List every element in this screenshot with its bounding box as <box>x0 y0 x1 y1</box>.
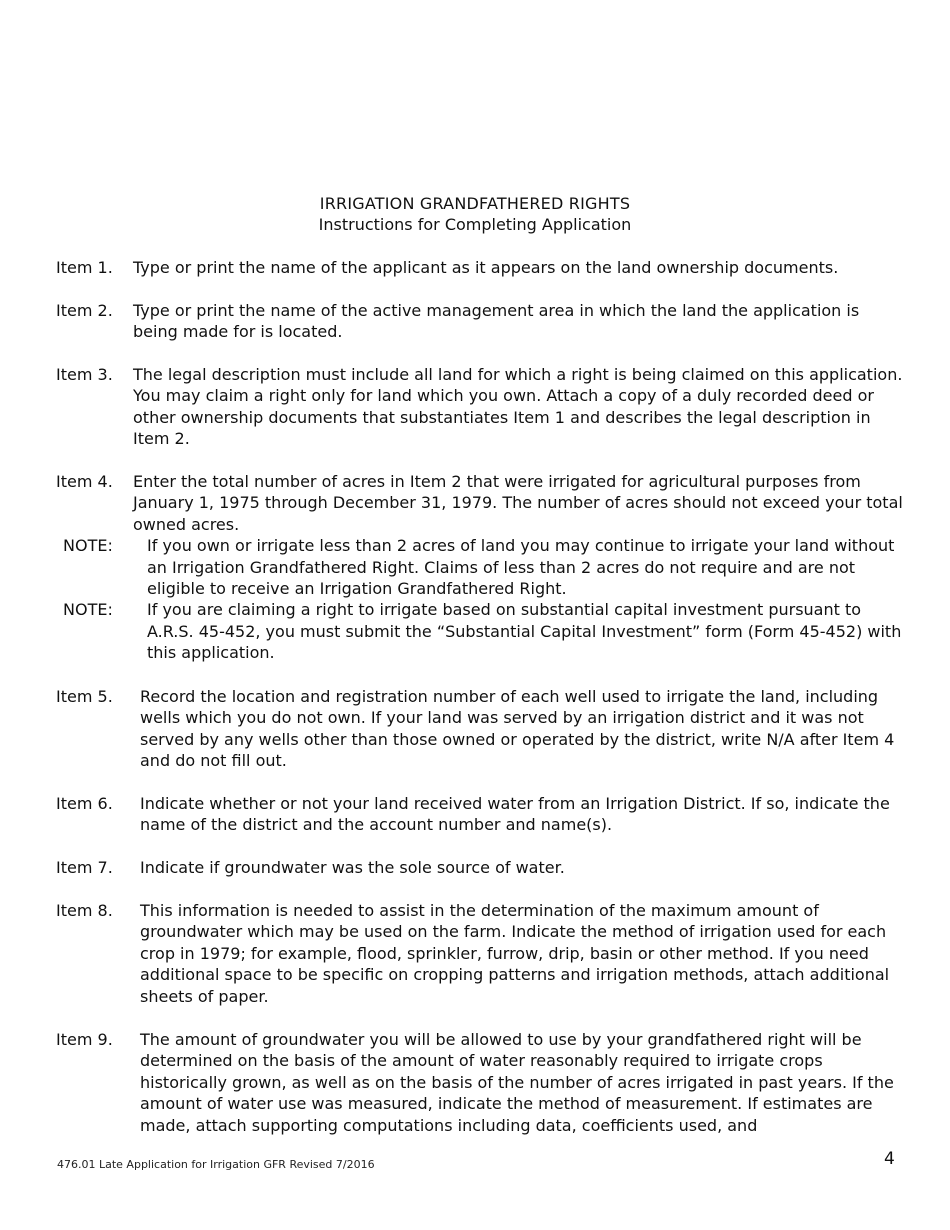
item-text: Enter the total number of acres in Item 2 that were irrigated for agricultural purposes from January 1, 1975 through December 31, 1979. The number of acres should not exceed your total owned acres. <box>133 472 903 534</box>
instruction-item-8 <box>56 900 906 1007</box>
instruction-item-7 <box>56 857 906 878</box>
item-text: Type or print the name of the active management area in which the land the application is being made for is located. <box>133 301 860 342</box>
form-footer: 476.01 Late Application for Irrigation GFR Revised 7/2016 <box>57 1158 375 1171</box>
note-block-1 <box>63 535 906 599</box>
instruction-item-5 <box>56 686 906 772</box>
item-text: Indicate whether or not your land received water from an Irrigation District. If so, indicate the name of the district and the account number and name(s). <box>140 794 890 835</box>
document-title: IRRIGATION GRANDFATHERED RIGHTS <box>319 194 631 213</box>
note-text: If you own or irrigate less than 2 acres of land you may continue to irrigate your land without an Irrigation Grandfathered Right. Claims of less than 2 acres do not require and are not eligible to receive an Irrigation Grandfathered Right. <box>147 536 895 599</box>
item-label: Item 5. <box>56 687 113 706</box>
item-label: Item 8. <box>56 901 113 920</box>
item-text: The amount of groundwater you will be allowed to use by your grandfathered right will be determined on the basis of the amount of water reasonably required to irrigate crops historically grown, as well as on the basis of the number of acres irrigated in past years. If the amount of water use was measured, indicate the method of measurement. If estimates are made, attach supporting computations including data, coefficients used, and <box>140 1030 894 1135</box>
note-text: If you are claiming a right to irrigate based on substantial capital investment pursuant to A.R.S. 45-452, you must submit the “Substantial Capital Investment” form (Form 45-452) with this application. <box>147 600 902 663</box>
item-text: This information is needed to assist in the determination of the maximum amount of groundwater which may be used on the farm. Indicate the method of irrigation used for each crop in 1979; for example, flood, sprinkler, furrow, drip, basin or other method. If you need additional space to be specific on cropping patterns and irrigation methods, attach additional sheets of paper. <box>140 901 890 1006</box>
item-label: Item 2. <box>56 301 113 320</box>
instruction-item-4 <box>56 471 906 664</box>
item-label: Item 4. <box>56 472 113 491</box>
item-label: Item 1. <box>56 258 113 277</box>
instruction-item-3 <box>56 364 906 450</box>
item-label: Item 3. <box>56 365 113 384</box>
item-label: Item 6. <box>56 794 113 813</box>
item-text: Indicate if groundwater was the sole source of water. <box>140 858 565 877</box>
instruction-item-1 <box>56 257 906 278</box>
item-label: Item 7. <box>56 858 113 877</box>
note-block-2 <box>63 599 906 663</box>
item-text: Record the location and registration number of each well used to irrigate the land, including wells which you do not own. If your land was served by an irrigation district and it was not served by any wells other than those owned or operated by the district, write N/A after Item 4 and do not fill out. <box>140 687 895 771</box>
instruction-item-9 <box>56 1029 906 1136</box>
document-header <box>0 193 950 235</box>
item-text: Type or print the name of the applicant as it appears on the land ownership documents. <box>133 258 839 277</box>
note-label: NOTE: <box>63 536 113 556</box>
instruction-item-6 <box>56 793 906 836</box>
document-subtitle: Instructions for Completing Application <box>318 215 632 234</box>
item-text: The legal description must include all land for which a right is being claimed on this application. You may claim a right only for land which you own. Attach a copy of a duly recorded deed or other ownership documents that substantiates Item 1 and describes the legal description in Item 2. <box>133 365 903 449</box>
instruction-item-2 <box>56 300 906 343</box>
note-label: NOTE: <box>63 600 113 620</box>
page-number: 4 <box>884 1149 895 1169</box>
item-label: Item 9. <box>56 1030 113 1049</box>
